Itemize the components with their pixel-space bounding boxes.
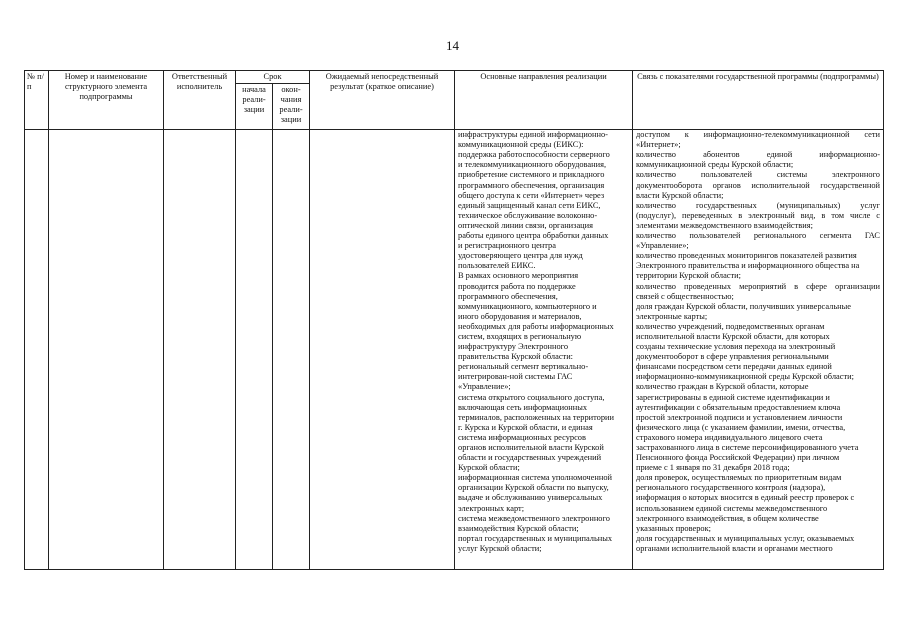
indicator-line: электронные карты;: [636, 311, 708, 321]
directions-line: В рамках основного мероприятия: [458, 271, 579, 281]
indicator-line: количество проведенных мониторингов показателей развития: [636, 251, 857, 261]
indicator-line: «Интернет»;: [636, 140, 681, 150]
header-directions: Основные направления реализации: [455, 71, 633, 130]
indicator-line: Электронного правительства и информационного общества на: [636, 261, 860, 271]
indicator-line: элементами межведомственного взаимодействия;: [636, 220, 813, 230]
indicator-line: физического лица (с указанием фамилии, имени, отчества,: [636, 422, 846, 432]
indicator-line: зарегистрированы в единой системе идентификации и: [636, 392, 830, 402]
indicator-line: документооборота органов исполнительной государственной: [636, 180, 880, 190]
indicator-line: количество проведенных мероприятий в сфере организации: [636, 281, 880, 291]
indicator-line: доля граждан Курской области, получивших универсальные: [636, 301, 851, 311]
cell-num: [25, 130, 49, 570]
directions-line: оптической линии связи, организация: [458, 220, 593, 230]
indicator-line: Пенсионного фонда Российской Федерации) при личном: [636, 453, 840, 463]
indicator-line: органами исполнительной власти и органами местного: [636, 543, 833, 553]
cell-name: [49, 130, 164, 570]
directions-line: правительства Курской области:: [458, 352, 574, 362]
header-term-end: окон- чания реали- зации: [273, 84, 310, 130]
directions-line: портал государственных и муниципальных: [458, 533, 613, 543]
directions-line: «Управление»;: [458, 382, 511, 392]
directions-line: единый защищенный канал сети ЕИКС,: [458, 200, 601, 210]
indicator-line: исполнительной власти Курской области, для которых: [636, 331, 830, 341]
directions-line: организации Курской области по выпуску,: [458, 483, 609, 493]
directions-line: коммуникационного, компьютерного и: [458, 301, 597, 311]
directions-line: органов исполнительной власти Курской: [458, 443, 604, 452]
directions-line: области и государственных учреждений: [458, 453, 602, 463]
directions-line: систем, входящих в региональную: [458, 331, 582, 341]
directions-line: и регистрационного центра: [458, 241, 556, 251]
directions-line: программного обеспечения, организация: [458, 180, 605, 190]
header-expected: Ожидаемый непосредственный результат (краткое описание): [310, 71, 455, 130]
directions-line: инфраструктуру Электронного: [458, 342, 569, 352]
directions-line: г. Курска и Курской области, и единая: [458, 422, 593, 432]
directions-line: проводится работа по поддержке: [458, 281, 576, 291]
indicator-line: приеме с 1 января по 31 декабря 2018 года;: [636, 463, 790, 473]
indicator-line: количество абонентов единой информационно-: [636, 150, 880, 160]
indicator-line: (подуслуг), переведенных в электронный вид, в том числе с: [636, 210, 880, 220]
indicator-line: количество пользователей регионального сегмента ГАС: [636, 231, 880, 241]
directions-line: общего доступа к сети «Интернет» через: [458, 190, 605, 200]
indicator-line: территории Курской области;: [636, 271, 741, 281]
directions-line: работы единого центра обработки данных: [458, 231, 609, 241]
directions-line: электронных карт;: [458, 503, 525, 513]
indicator-line: документооборот в сфере управления региональными: [636, 352, 829, 362]
indicator-line: указанных проверок;: [636, 523, 711, 533]
directions-line: и телекоммуникационного оборудования,: [458, 160, 607, 170]
indicator-line: использованием единой системы межведомственного: [636, 503, 828, 513]
header-term-start: начала реали- зации: [236, 84, 273, 130]
indicator-line: регионального государственного контроля (надзора),: [636, 483, 826, 493]
indicator-line: информационно-коммуникационной среды Курской области;: [636, 372, 854, 382]
directions-line: программного обеспечения,: [458, 291, 558, 301]
cell-term-start: [236, 130, 273, 570]
directions-line: Курской области;: [458, 463, 520, 473]
directions-line: информационная система уполномоченной: [458, 473, 612, 483]
indicator-line: коммуникационной среды Курской области;: [636, 160, 794, 170]
cell-directions: [455, 130, 633, 570]
indicator-line: простой электронной подписи и установлением личности: [636, 412, 843, 422]
directions-line: включающая сеть информационных: [458, 402, 588, 412]
directions-line: интегрирован-ной системы ГАС: [458, 372, 573, 382]
indicator-line: «Управление»;: [636, 241, 689, 251]
directions-line: коммуникационной среды (ЕИКС):: [458, 140, 584, 150]
cell-indicators: [633, 130, 884, 570]
directions-line: региональный сегмент вертикально-: [458, 362, 589, 372]
directions-line: удостоверяющего центра для нужд: [458, 251, 583, 261]
indicator-line: застрахованного лица в системе персонифицированного учета: [636, 443, 859, 452]
indicator-line: связей с общественностью;: [636, 291, 734, 301]
directions-line: терминалов, расположенных на территории: [458, 412, 615, 422]
directions-line: система информационных ресурсов: [458, 432, 586, 442]
indicator-line: страхового номера индивидуального лицевого счета: [636, 432, 823, 442]
indicator-line: электронного взаимодействия, в общем количестве: [636, 513, 819, 523]
indicator-line: количество государственных (муниципальных) услуг: [636, 200, 880, 210]
header-term: Срок: [236, 71, 310, 84]
indicator-line: доля государственных и муниципальных услуг, оказываемых: [636, 533, 855, 543]
indicator-line: информация о которых вносится в единый реестр проверок с: [636, 493, 855, 503]
directions-line: выдаче и обслуживанию универсальных: [458, 493, 603, 503]
header-name: Номер и наименование структурного элемента подпрограммы: [49, 71, 164, 130]
cell-expected: [310, 130, 455, 570]
indicator-line: количество граждан в Курской области, которые: [636, 382, 809, 392]
cell-term-end: [273, 130, 310, 570]
directions-line: инфраструктуры единой информационно-: [458, 130, 608, 140]
cell-responsible: [164, 130, 236, 570]
indicator-line: власти Курской области;: [636, 190, 724, 200]
program-table: [24, 70, 884, 570]
indicator-line: количество учреждений, подведомственных органам: [636, 321, 825, 331]
header-link: Связь с показателями государственной программы (подпрограммы): [633, 71, 884, 130]
indicator-line: финансами посредством сети передачи данных единой: [636, 362, 832, 372]
directions-line: необходимых для работы информационных: [458, 321, 614, 331]
indicator-line: доля проверок, осуществляемых по приоритетным видам: [636, 473, 842, 483]
directions-line: техническое обслуживание волоконно-: [458, 210, 598, 220]
directions-line: система межведомственного электронного: [458, 513, 610, 523]
page-number: 14: [446, 38, 459, 53]
directions-line: система открытого социального доступа,: [458, 392, 605, 402]
indicator-line: созданы технические условия перехода на электронный: [636, 342, 836, 352]
header-responsible: Ответственный исполнитель: [164, 71, 236, 130]
directions-line: взаимодействия Курской области;: [458, 523, 579, 533]
table-header-row: [25, 71, 884, 84]
indicator-line: количество пользователей системы электронного: [636, 170, 880, 180]
indicator-line: доступом к информационно-телекоммуникационной сети: [636, 130, 880, 140]
directions-line: пользователей ЕИКС.: [458, 261, 536, 271]
directions-line: услуг Курской области;: [458, 543, 542, 553]
header-num: № п/п: [25, 71, 49, 130]
indicator-line: аутентификации с обязательным предоставлением ключа: [636, 402, 841, 412]
directions-line: приобретение системного и прикладного: [458, 170, 605, 180]
table-row: [25, 130, 884, 570]
directions-line: поддержка работоспособности серверного: [458, 150, 610, 160]
directions-line: иного оборудования и материалов,: [458, 311, 582, 321]
